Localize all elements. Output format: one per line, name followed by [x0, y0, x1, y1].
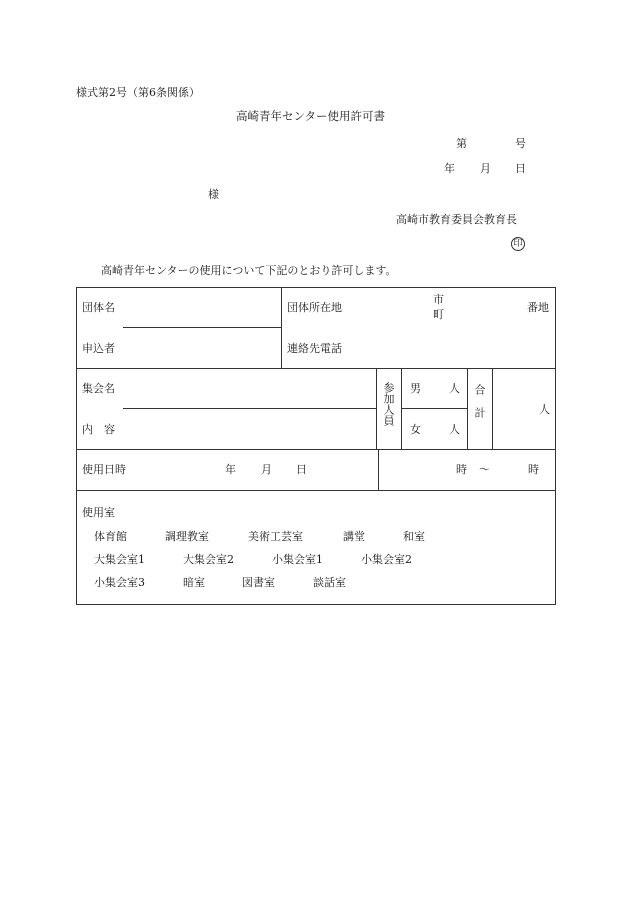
official-seal: 印: [511, 237, 525, 251]
use-date-year: 年: [225, 463, 236, 476]
room-item: 小集会室2: [361, 553, 412, 566]
room-item: 大集会室2: [183, 553, 234, 566]
room-item: 図書室: [242, 576, 275, 589]
issue-date-year: 年: [444, 162, 455, 175]
male-label: 男: [410, 382, 421, 395]
intro-text: 高崎青年センターの使用について下記のとおり許可します。: [101, 264, 397, 277]
room-item: 和室: [403, 530, 425, 543]
room-item: 講堂: [343, 530, 365, 543]
room-item: 大集会室1: [94, 553, 145, 566]
room-item: 暗室: [183, 576, 205, 589]
number-prefix: 第: [456, 137, 467, 150]
issue-date-day: 日: [515, 162, 526, 175]
room-item: 小集会室3: [94, 576, 145, 589]
rooms-label: 使用室: [82, 506, 115, 519]
total-person-unit: 人: [539, 403, 550, 416]
group-address-label: 団体所在地: [287, 301, 342, 314]
group-name-label: 団体名: [82, 301, 115, 314]
city-label: 市: [433, 293, 444, 306]
room-item: 小集会室1: [272, 553, 323, 566]
use-date-label: 使用日時: [82, 463, 126, 476]
room-item: 調理教室: [165, 530, 209, 543]
time-tilde: ～: [479, 463, 490, 476]
form-number: 様式第2号（第6条関係）: [76, 86, 200, 99]
time-from-hour: 時: [456, 463, 467, 476]
room-item: 美術工芸室: [248, 530, 303, 543]
total-label: 合計: [473, 384, 486, 430]
applicant-label: 申込者: [82, 342, 115, 355]
number-suffix: 号: [515, 137, 526, 150]
lot-label: 番地: [527, 301, 549, 314]
issuer-name: 高崎市教育委員会教育長: [396, 213, 517, 226]
male-person-unit: 人: [449, 382, 460, 395]
room-item: 体育館: [94, 530, 127, 543]
recipient-suffix: 様: [208, 188, 219, 201]
contact-phone-label: 連絡先電話: [287, 342, 342, 355]
female-label: 女: [410, 423, 421, 436]
town-label: 町: [433, 308, 444, 321]
time-to-hour: 時: [528, 463, 539, 476]
use-date-day: 日: [296, 463, 307, 476]
participants-label: 参加人員: [382, 382, 395, 426]
female-person-unit: 人: [449, 423, 460, 436]
use-date-month: 月: [261, 463, 272, 476]
room-item: 談話室: [313, 576, 346, 589]
document-title: 高崎青年センター使用許可書: [236, 109, 386, 123]
content-label: 内 容: [82, 423, 115, 436]
issue-date-month: 月: [480, 162, 491, 175]
meeting-name-label: 集会名: [82, 382, 115, 395]
